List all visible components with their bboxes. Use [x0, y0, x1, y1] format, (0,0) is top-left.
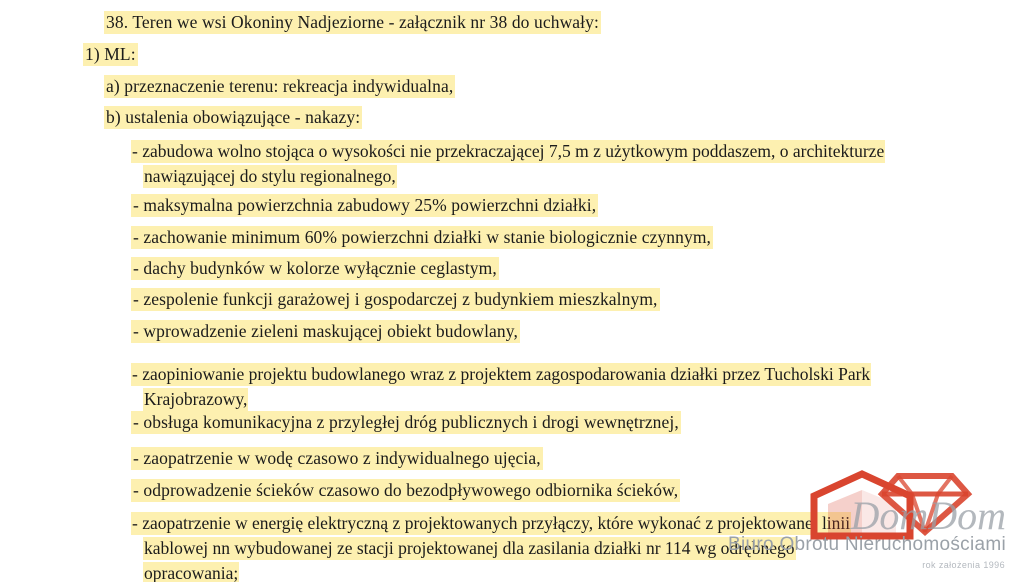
- bullet-zabudowa-line1: - zabudowa wolno stojąca o wysokości nie przekraczającej 7,5 m z użytkowym poddaszem, o architekturze: [132, 141, 885, 161]
- bullet-zachowanie-minimum: [131, 226, 713, 249]
- agency-company-name: Biuro Obrotu Nieruchomościami: [728, 534, 1006, 555]
- bullet-wprowadzenie-zieleni-text: - wprowadzenie zieleni maskującej obiekt budowlany,: [133, 321, 518, 341]
- bullet-zaopatrzenie-woda: [131, 447, 543, 470]
- bullet-zaopiniowanie-projektu-line2: Krajobrazowy,: [144, 389, 248, 409]
- bullet-zaopatrzenie-energia: [131, 511, 959, 582]
- bullet-zabudowa-line2: nawiązującej do stylu regionalnego,: [144, 166, 396, 186]
- bullet-zaopiniowanie-projektu: [131, 362, 959, 412]
- bullet-maksymalna-powierzchnia: [131, 194, 598, 217]
- list-item-a: [104, 75, 455, 98]
- bullet-zespolenie-funkcji-text: - zespolenie funkcji garażowej i gospodarczej z budynkiem mieszkalnym,: [133, 289, 658, 309]
- bullet-maksymalna-powierzchnia-text: - maksymalna powierzchnia zabudowy 25% powierzchni działki,: [133, 195, 597, 215]
- bullet-zachowanie-minimum-text: - zachowanie minimum 60% powierzchni działki w stanie biologicznie czynnym,: [133, 227, 712, 247]
- bullet-dachy-budynkow: [131, 257, 499, 280]
- bullet-zaopatrzenie-energia-line1: - zaopatrzenie w energię elektryczną z projektowanych przyłączy, które wykonać z projektowanej linii: [132, 513, 851, 533]
- bullet-wprowadzenie-zieleni: [131, 320, 520, 343]
- agency-brand-name: DomDom: [850, 493, 1006, 538]
- document-heading: [104, 11, 601, 34]
- heading-text: 38. Teren we wsi Okoniny Nadjeziorne - załącznik nr 38 do uchwały:: [106, 12, 599, 32]
- bullet-zaopiniowanie-projektu-line1: - zaopiniowanie projektu budowlanego wraz z projektem zagospodarowania działki przez Tucholski Park: [132, 364, 871, 384]
- bullet-zaopatrzenie-woda-text: - zaopatrzenie w wodę czasowo z indywidualnego ujęcia,: [133, 448, 541, 468]
- bullet-obsluga-komunikacyjna-text: - obsługa komunikacyjna z przyległej dróg publicznych i drogi wewnętrznej,: [133, 412, 679, 432]
- bullet-zabudowa: [131, 139, 959, 189]
- bullet-dachy-budynkow-text: - dachy budynków w kolorze wyłącznie ceglastym,: [133, 258, 497, 278]
- bullet-zaopatrzenie-energia-line3: opracowania;: [143, 562, 239, 582]
- list-item-a-label: a) przeznaczenie terenu: rekreacja indywidualna,: [106, 76, 454, 96]
- list-item-ml: [83, 43, 138, 66]
- bullet-obsluga-komunikacyjna: [131, 411, 681, 434]
- bullet-odprowadzenie-sciekow-text: - odprowadzenie ścieków czasowo do bezodpływowego odbiornika ścieków,: [133, 480, 679, 500]
- bullet-zespolenie-funkcji: [131, 288, 660, 311]
- agency-established-note: rok założenia 1996: [922, 560, 1005, 570]
- bullet-zaopatrzenie-energia-line2: kablowej nn wybudowanej ze stacji projektowanej dla zasilania działki nr 114 wg odrębnego: [144, 538, 795, 558]
- bullet-odprowadzenie-sciekow: [131, 479, 680, 502]
- list-item-ml-label: 1) ML:: [85, 44, 136, 64]
- list-item-b: [104, 106, 362, 129]
- list-item-b-label: b) ustalenia obowiązujące - nakazy:: [106, 107, 361, 127]
